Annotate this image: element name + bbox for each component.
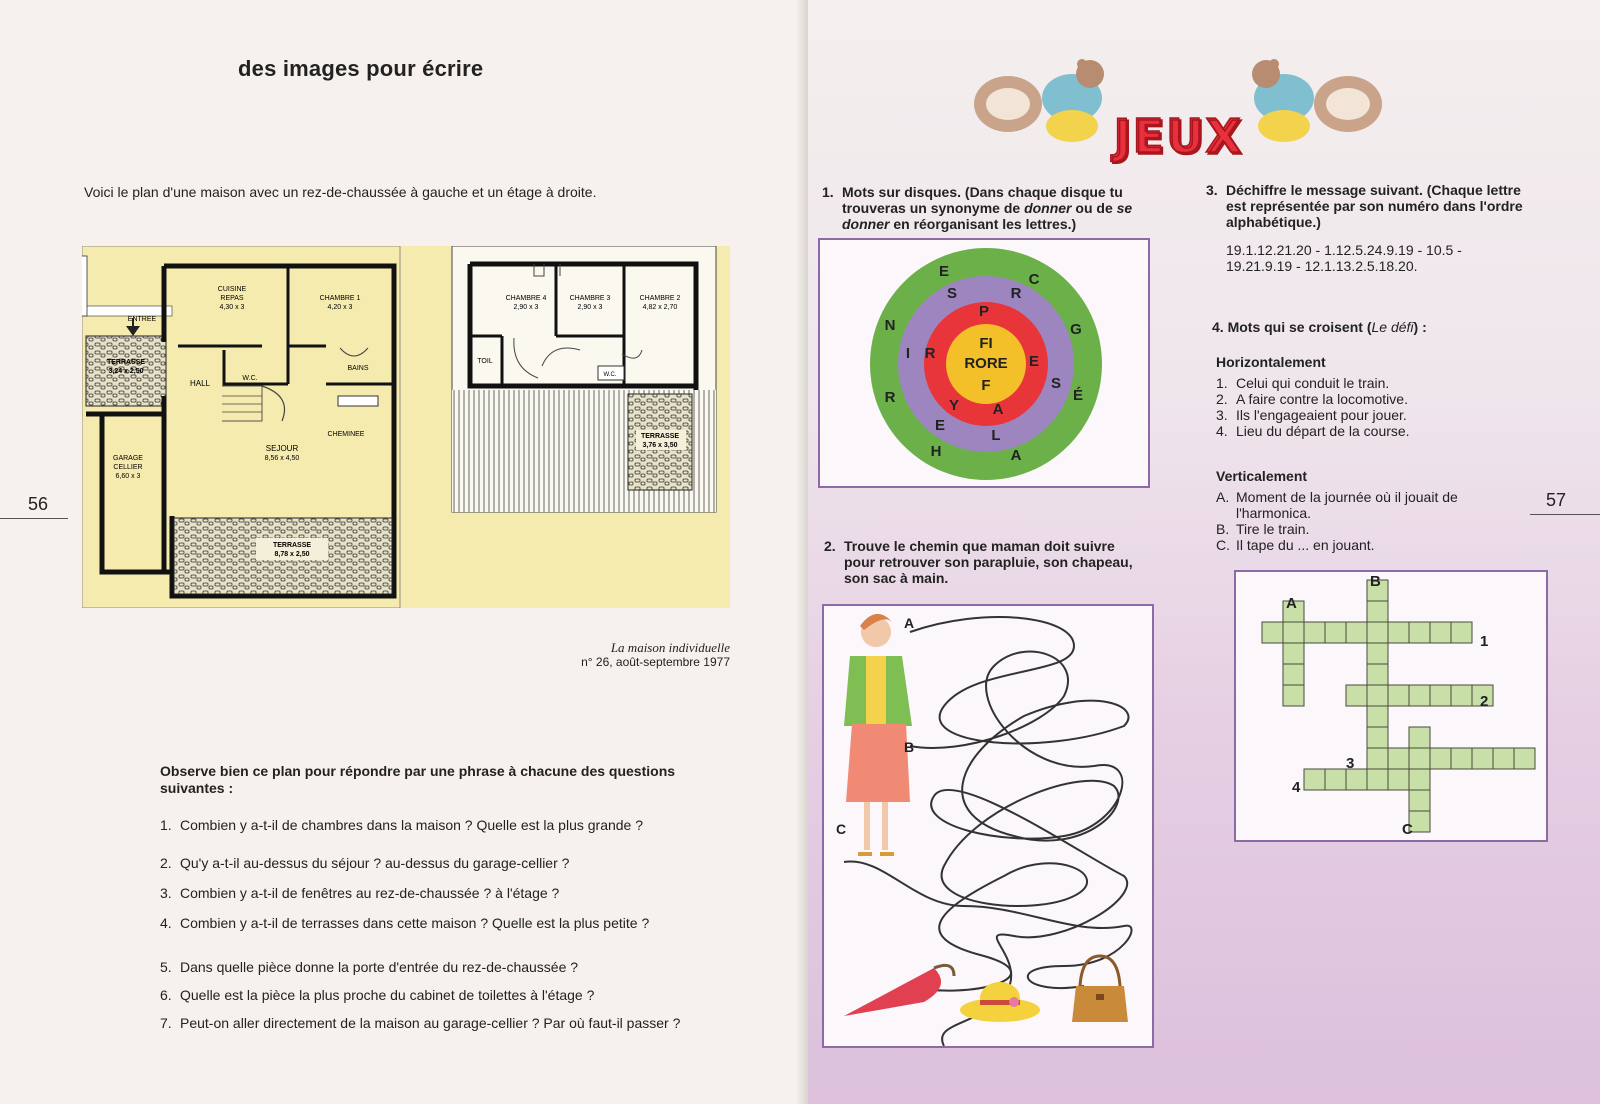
crossword-cell[interactable] xyxy=(1367,685,1388,706)
crossword-cell[interactable] xyxy=(1346,769,1367,790)
handbag-icon xyxy=(1072,956,1128,1022)
label-garage-size: 6,60 x 3 xyxy=(115,473,141,480)
mother-figure-icon xyxy=(844,614,915,856)
grid-label-a: A xyxy=(1286,595,1297,612)
game3-instructions: 3. Déchiffre le message suivant. (Chaque lettre est représentée par son numéro dans l'ordre alphabétique.) xyxy=(1206,182,1523,230)
crossword-cell[interactable] xyxy=(1388,685,1409,706)
crossword-cell[interactable] xyxy=(1283,685,1304,706)
crossword-grid xyxy=(1236,572,1546,840)
disk-letter: RORE xyxy=(964,355,1008,372)
maze-drawing xyxy=(824,606,1152,1046)
crossword-cell[interactable] xyxy=(1430,748,1451,769)
page-number-rule xyxy=(0,518,68,519)
crossword-cell[interactable] xyxy=(1451,748,1472,769)
disk-letter: N xyxy=(884,317,896,334)
label-cellier: CELLIER xyxy=(113,464,143,471)
crossword-cell[interactable] xyxy=(1325,622,1346,643)
crossword-cell[interactable] xyxy=(1367,601,1388,622)
clue-item: 1. Celui qui conduit le train. xyxy=(1216,375,1390,391)
grid-label-1: 1 xyxy=(1480,633,1489,650)
clue-item: B. Tire le train. xyxy=(1216,521,1310,537)
hat-icon xyxy=(960,982,1040,1022)
maze-label-c: C xyxy=(836,821,847,837)
crossword-cell[interactable] xyxy=(1430,685,1451,706)
page-number-left: 56 xyxy=(28,494,49,514)
question-item: 6. Quelle est la pièce la plus proche du cabinet de toilettes à l'étage ? xyxy=(160,987,595,1003)
crossword-cell[interactable] xyxy=(1283,643,1304,664)
crossword-cell[interactable] xyxy=(1367,706,1388,727)
crossword-cell[interactable] xyxy=(1388,769,1409,790)
intro-text: Voici le plan d'une maison avec un rez-de-chaussée à gauche et un étage à droite. xyxy=(84,184,597,200)
label-terrasse1: TERRASSE xyxy=(106,359,146,366)
clue-item: 4. Lieu du départ de la course. xyxy=(1216,423,1410,439)
label-terrasse1-size: 3,24 x 2,50 xyxy=(108,368,144,375)
label-cuisine: CUISINE xyxy=(217,286,247,293)
disk-letter: C xyxy=(1028,271,1040,288)
disk-letter: R xyxy=(1010,285,1022,302)
clue-item: A. Moment de la journée où il jouait de l'harmonica. xyxy=(1216,489,1458,521)
crossword-cell[interactable] xyxy=(1367,769,1388,790)
jeux-banner xyxy=(968,52,1388,164)
disk-letter: R xyxy=(924,345,936,362)
caption-title: La maison individuelle xyxy=(610,640,730,655)
label-hall: HALL xyxy=(189,379,211,388)
crossword-box xyxy=(1234,570,1548,842)
maze-label-a: A xyxy=(904,615,915,631)
crossword-cell[interactable] xyxy=(1409,727,1430,748)
crossword-cell[interactable] xyxy=(1346,685,1367,706)
label-bains: BAINS xyxy=(347,365,369,372)
grid-label-b: B xyxy=(1370,573,1381,590)
disk-letter: E xyxy=(934,417,946,434)
label-chambre3-size: 2,90 x 3 xyxy=(577,304,603,311)
vertical-clues xyxy=(1216,489,1546,553)
game4-title: 4. Mots qui se croisent (Le défi) : xyxy=(1212,319,1427,335)
label-chambre3: CHAMBRE 3 xyxy=(569,295,611,302)
disk-letter: H xyxy=(930,443,942,460)
label-chambre2: CHAMBRE 2 xyxy=(639,295,681,302)
crossword-cell[interactable] xyxy=(1304,769,1325,790)
label-terrasse3-size: 3,76 x 3,50 xyxy=(642,442,678,449)
right-page xyxy=(808,0,1600,1104)
game2-instructions: 2. Trouve le chemin que maman doit suivre pour retrouver son parapluie, son chapeau, son sac à main. xyxy=(824,538,1133,586)
disk-letter: É xyxy=(1072,387,1084,404)
crossword-cell[interactable] xyxy=(1430,622,1451,643)
crossword-cell[interactable] xyxy=(1367,643,1388,664)
plan-caption xyxy=(500,641,730,669)
label-chambre1: CHAMBRE 1 xyxy=(319,295,361,302)
label-terrasse2: TERRASSE xyxy=(272,542,312,549)
label-chambre2-size: 4,82 x 2,70 xyxy=(642,304,678,311)
squirrel-left-icon xyxy=(974,59,1104,142)
label-wc-ground: W.C. xyxy=(242,375,258,382)
disk-letter: L xyxy=(991,427,1001,444)
crossword-cell[interactable] xyxy=(1367,727,1388,748)
house-plan xyxy=(82,246,732,608)
label-garage: GARAGE xyxy=(113,455,143,462)
crossword-cell[interactable] xyxy=(1409,769,1430,790)
crossword-cell[interactable] xyxy=(1388,622,1409,643)
label-sejour: SEJOUR xyxy=(265,444,299,453)
label-terrasse2-size: 8,78 x 2,50 xyxy=(274,551,310,558)
grid-label-3: 3 xyxy=(1346,755,1355,772)
crossword-cell[interactable] xyxy=(1451,685,1472,706)
caption-issue: n° 26, août-septembre 1977 xyxy=(581,655,730,669)
crossword-cell[interactable] xyxy=(1409,748,1430,769)
disk-letter: FI xyxy=(979,335,993,352)
label-repas: REPAS xyxy=(220,295,244,302)
clue-item: 2. A faire contre la locomotive. xyxy=(1216,391,1408,407)
label-cheminee: CHEMINEE xyxy=(327,431,365,438)
disk-letter: F xyxy=(981,377,991,394)
crossword-cell[interactable] xyxy=(1409,622,1430,643)
question-item: 1. Combien y a-t-il de chambres dans la maison ? Quelle est la plus grande ? xyxy=(160,817,644,833)
page-number-right: 57 xyxy=(1546,490,1567,510)
crossword-cell[interactable] xyxy=(1367,622,1388,643)
maze-box xyxy=(822,604,1154,1048)
crossword-cell[interactable] xyxy=(1283,664,1304,685)
label-entree: ENTREE xyxy=(127,316,157,323)
crossword-cell[interactable] xyxy=(1367,664,1388,685)
disk-letter: Y xyxy=(948,397,960,414)
label-terrasse3: TERRASSE xyxy=(640,433,680,440)
disk-letter: G xyxy=(1070,321,1082,338)
label-cuisine-size: 4,30 x 3 xyxy=(219,304,245,311)
label-toil: TOIL xyxy=(477,358,493,365)
disk-letter: A xyxy=(992,401,1004,418)
crossword-cell[interactable] xyxy=(1409,790,1430,811)
crossword-cell[interactable] xyxy=(1262,622,1283,643)
disk-letter: I xyxy=(905,345,911,362)
crossword-cell[interactable] xyxy=(1409,685,1430,706)
crossword-cell[interactable] xyxy=(1283,622,1304,643)
crossword-cell[interactable] xyxy=(1451,622,1472,643)
crossword-cell[interactable] xyxy=(1514,748,1535,769)
umbrella-icon xyxy=(844,965,954,1016)
game1-instructions: 1. Mots sur disques. (Dans chaque disque tu trouveras un synonyme de donner ou de se donner en réorganisant les lettres.) xyxy=(822,184,1133,232)
question-item: 2. Qu'y a-t-il au-dessus du séjour ? au-dessus du garage-cellier ? xyxy=(160,855,570,871)
label-chambre4-size: 2,90 x 3 xyxy=(513,304,539,311)
horizontal-title: Horizontalement xyxy=(1216,354,1326,370)
coded-message: 19.1.12.21.20 - 1.12.5.24.9.19 - 10.5 - 19.21.9.19 - 12.1.13.2.5.18.20. xyxy=(1226,242,1462,274)
horizontal-clues xyxy=(1216,375,1546,439)
label-chambre4: CHAMBRE 4 xyxy=(505,295,547,302)
disk-letter: R xyxy=(884,389,896,406)
question-item: 3. Combien y a-t-il de fenêtres au rez-de-chaussée ? à l'étage ? xyxy=(160,885,560,901)
question-item: 5. Dans quelle pièce donne la porte d'entrée du rez-de-chaussée ? xyxy=(160,959,579,975)
crossword-cell[interactable] xyxy=(1346,622,1367,643)
crossword-cell[interactable] xyxy=(1388,748,1409,769)
disk-letter: P xyxy=(978,303,990,320)
page-number-rule-right xyxy=(1530,514,1600,515)
disk-puzzle-box xyxy=(818,238,1150,488)
question-list xyxy=(160,817,720,1051)
crossword-cell[interactable] xyxy=(1367,748,1388,769)
crossword-cell[interactable] xyxy=(1304,622,1325,643)
upper-floor-plan xyxy=(452,246,716,512)
clue-item: 3. Ils l'engageaient pour jouer. xyxy=(1216,407,1407,423)
vertical-title: Verticalement xyxy=(1216,468,1308,484)
page-title: des images pour écrire xyxy=(238,56,484,81)
label-wc-upper: W.C. xyxy=(603,372,617,378)
question-item: 4. Combien y a-t-il de terrasses dans cette maison ? Quelle est la plus petite ? xyxy=(160,915,650,931)
banner-title: JEUX xyxy=(1113,109,1243,163)
crossword-cell[interactable] xyxy=(1325,769,1346,790)
disk-letter: E xyxy=(1028,353,1040,370)
grid-label-2: 2 xyxy=(1480,693,1489,710)
crossword-cell[interactable] xyxy=(1493,748,1514,769)
grid-label-4: 4 xyxy=(1292,779,1301,796)
crossword-cell[interactable] xyxy=(1472,748,1493,769)
grid-label-c: C xyxy=(1402,821,1413,838)
clue-item: C. Il tape du ... en jouant. xyxy=(1216,537,1375,553)
question-item: 7. Peut-on aller directement de la maison au garage-cellier ? Par où faut-il passer ? xyxy=(160,1015,681,1031)
label-sejour-size: 8,56 x 4,50 xyxy=(264,455,300,462)
disk-letter: A xyxy=(1010,447,1022,464)
maze-label-b: B xyxy=(904,739,915,755)
letter-disk xyxy=(820,240,1148,486)
disk-letter: S xyxy=(946,285,958,302)
questions-header: Observe bien ce plan pour répondre par une phrase à chacune des questions suivantes : xyxy=(160,763,676,796)
disk-letter: S xyxy=(1050,375,1062,392)
squirrel-right-icon xyxy=(1252,59,1382,142)
label-chambre1-size: 4,20 x 3 xyxy=(327,304,353,311)
disk-letter: E xyxy=(938,263,950,280)
